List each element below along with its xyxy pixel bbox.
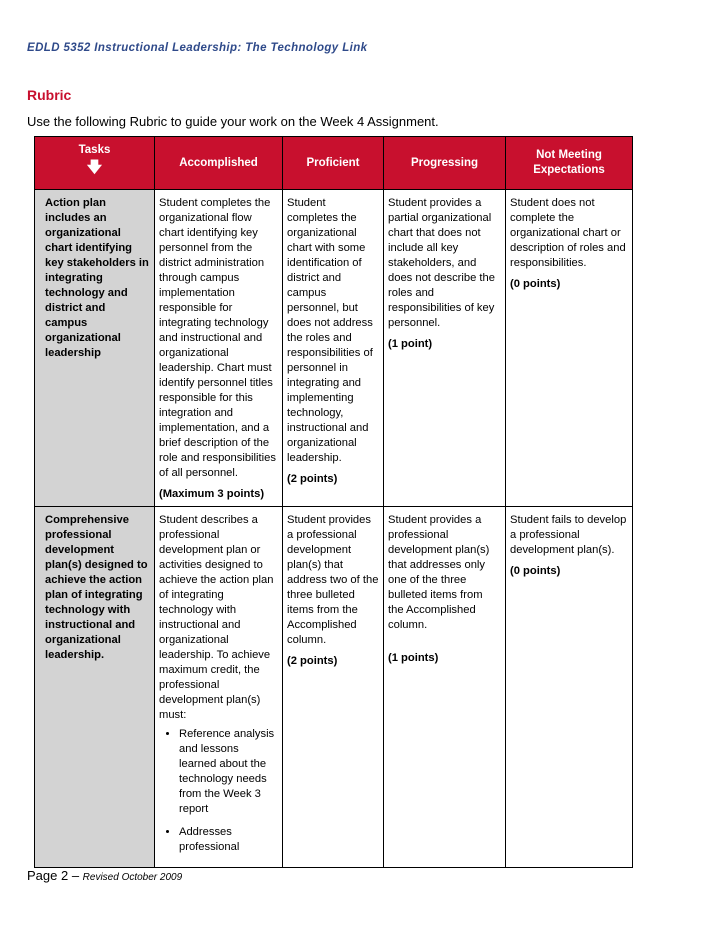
list-item: • Addresses professional	[179, 825, 278, 855]
proficient-cell	[283, 190, 384, 507]
col-header-progressing: Progressing	[384, 137, 506, 190]
points-label: (0 points)	[510, 278, 561, 290]
page-number: Page 2 –	[27, 868, 83, 883]
criteria-text: Student fails to develop a professional development plan(s).	[510, 514, 627, 556]
task-cell: Comprehensive professional development plan(s) designed to achieve the action plan of integrating technology with instructional and organizational leadership.	[35, 507, 155, 868]
progressing-cell	[384, 190, 506, 507]
criteria-text: Student provides a partial organizational chart that does not include all key stakeholders, and does not describe the roles and responsibilities of key personnel.	[388, 197, 495, 329]
tasks-label: Tasks	[78, 144, 111, 156]
page-footer	[27, 868, 182, 883]
intro-text: Use the following Rubric to guide your work on the Week 4 Assignment.	[27, 114, 439, 129]
section-title: Rubric	[27, 87, 72, 103]
criteria-text: Student provides a professional development plan(s) that address two of the three bulleted items from the Accomplished column.	[287, 514, 379, 646]
accomplished-cell	[155, 507, 283, 868]
list-item: • Reference analysis and lessons learned about the technology needs from the Week 3 report	[179, 727, 278, 817]
progressing-cell	[384, 507, 506, 868]
points-label: (0 points)	[510, 565, 561, 577]
course-header: EDLD 5352 Instructional Leadership: The Technology Link	[27, 42, 368, 54]
col-header-accomplished: Accomplished	[155, 137, 283, 190]
revision-date: Revised October 2009	[82, 872, 183, 883]
criteria-text: Student provides a professional development plan(s) that addresses only one of the three bulleted items from the Accomplished column.	[388, 514, 490, 631]
table-row	[35, 190, 633, 507]
accomplished-cell	[155, 190, 283, 507]
criteria-bullet-list	[159, 727, 278, 855]
points-label: (Maximum 3 points)	[159, 488, 265, 500]
task-cell: Action plan includes an organizational chart identifying key stakeholders in integrating technology and district and campus organizational leadership	[35, 190, 155, 507]
rubric-table	[34, 136, 633, 868]
col-header-proficient: Proficient	[283, 137, 384, 190]
points-label: (2 points)	[287, 655, 338, 667]
points-label: (1 point)	[388, 338, 433, 350]
down-arrow-icon: 🡇	[86, 159, 103, 176]
proficient-cell	[283, 507, 384, 868]
not-meeting-cell	[506, 507, 633, 868]
criteria-text: Student describes a professional development plan or activities designed to achieve the action plan of integrating technology with instructional and organizational leadership. To achieve maximum credit, the professional development plan(s) must:	[159, 514, 274, 721]
points-label: (1 points)	[388, 652, 439, 664]
criteria-text: Student does not complete the organizational chart or description of roles and responsibilities.	[510, 197, 626, 269]
table-row	[35, 507, 633, 868]
not-meeting-cell	[506, 190, 633, 507]
criteria-text: Student completes the organizational chart with some identification of district and campus personnel, but does not address the roles and responsibilities of personnel in integrating and implementing technology, instructional and organizational leadership.	[287, 197, 373, 464]
points-label: (2 points)	[287, 473, 338, 485]
criteria-text: Student completes the organizational flow chart identifying key personnel from the district administration through campus implementation responsible for integrating technology and instructional and organizational leadership. Chart must identify personnel titles responsible for this integration and implementation, and a brief description of the role and responsibilities of all personnel.	[159, 197, 276, 479]
col-header-tasks	[35, 137, 155, 190]
col-header-not-meeting: Not Meeting Expectations	[506, 137, 633, 190]
header-row	[35, 137, 633, 190]
